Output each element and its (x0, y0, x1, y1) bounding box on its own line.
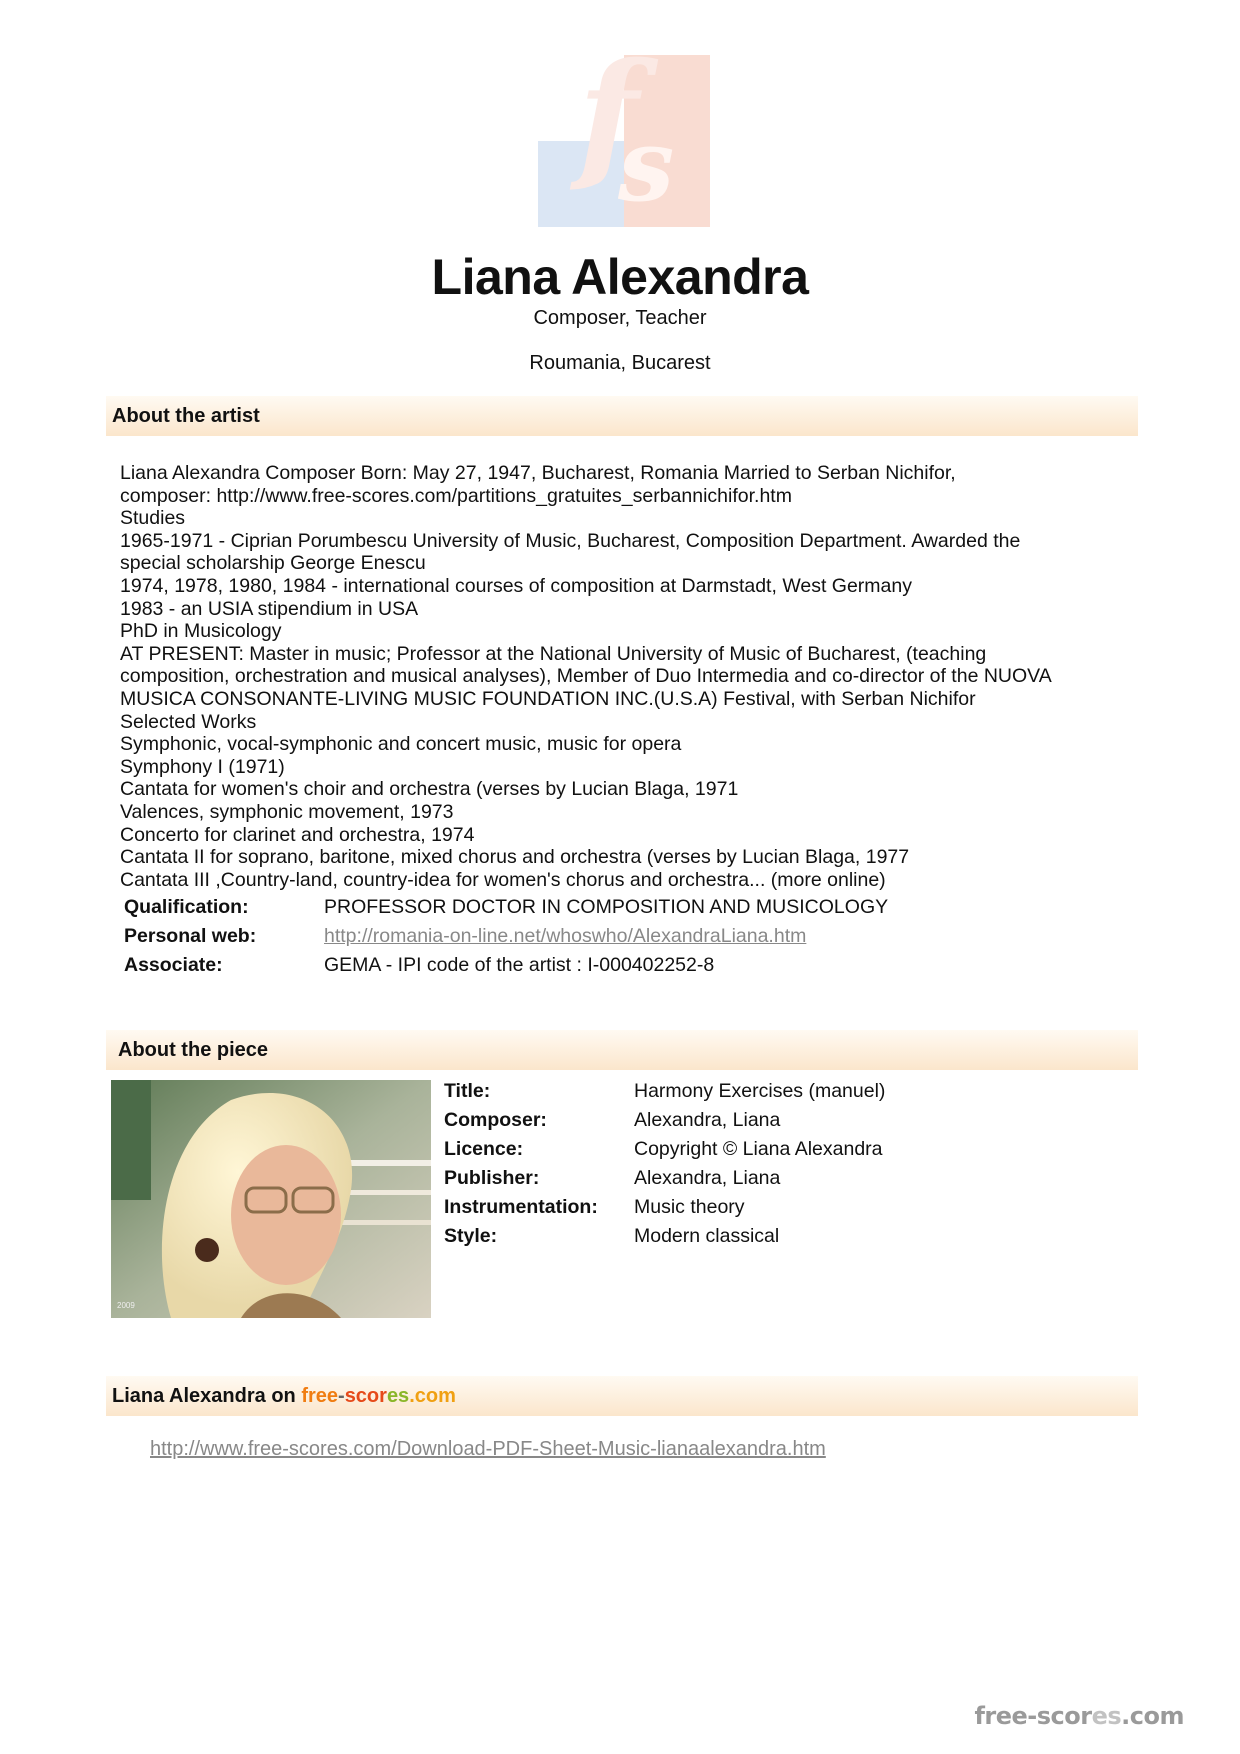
footer-brand (974, 1702, 1184, 1730)
instrumentation-value: Music theory (634, 1196, 745, 1218)
free-scores-logo (538, 33, 710, 227)
bio-line: Symphony I (1971) (120, 755, 285, 778)
svg-text:2009: 2009 (117, 1301, 135, 1310)
licence-value: Copyright © Liana Alexandra (634, 1138, 883, 1160)
artist-bio (120, 462, 1130, 891)
style-label: Style: (444, 1225, 498, 1247)
personal-web-label: Personal web: (124, 925, 257, 947)
logo-s-letter: s (618, 106, 675, 224)
bio-line: Studies (120, 507, 186, 530)
bio-line: 1965-1971 - Ciprian Porumbescu University of Music, Bucharest, Composition Department. Awarded the (120, 529, 1021, 552)
brand-es: es (386, 1385, 410, 1407)
bio-line: 1983 - an USIA stipendium in USA (120, 597, 419, 620)
qualification-value: PROFESSOR DOCTOR IN COMPOSITION AND MUSICOLOGY (324, 896, 889, 918)
logo-f-letter: f (578, 33, 639, 197)
composer-value: Alexandra, Liana (634, 1109, 781, 1131)
artist-location: Roumania, Bucarest (529, 352, 711, 374)
personal-web-link[interactable]: http://romania-on-line.net/whoswho/AlexandraLiana.htm (324, 925, 807, 947)
bio-line: 1974, 1978, 1980, 1984 - international courses of composition at Darmstadt, West Germany (120, 574, 912, 597)
brand-free: free (301, 1385, 339, 1407)
about-piece-heading: About the piece (106, 1030, 1138, 1070)
composer-label: Composer: (444, 1109, 547, 1131)
footer-brand-es: es (1091, 1702, 1122, 1730)
brand-scor: scor (344, 1385, 387, 1407)
on-site-heading (106, 1376, 1138, 1416)
bio-line: PhD in Musicology (120, 620, 282, 643)
bio-line: Liana Alexandra Composer Born: May 27, 1947, Bucharest, Romania Married to Serban Nichifor, (120, 462, 956, 484)
bio-line: composition, orchestration and musical analyses), Member of Duo Intermedia and co-director of the NUOVA (120, 665, 1052, 688)
associate-label: Associate: (124, 954, 223, 976)
brand-com: .com (409, 1385, 456, 1407)
artist-photo-image (111, 1080, 431, 1318)
associate-value: GEMA - IPI code of the artist : I-000402252-8 (324, 954, 715, 976)
bio-line: Valences, symphonic movement, 1973 (120, 800, 454, 823)
brand-dash: - (338, 1385, 345, 1407)
publisher-value: Alexandra, Liana (634, 1167, 781, 1189)
style-value: Modern classical (634, 1225, 780, 1247)
instrumentation-label: Instrumentation: (444, 1196, 598, 1218)
artist-roles: Composer, Teacher (533, 307, 707, 329)
bio-line: Symphonic, vocal-symphonic and concert music, music for opera (120, 733, 682, 756)
on-site-prefix: Liana Alexandra on (112, 1385, 302, 1407)
bio-line: Selected Works (120, 710, 257, 733)
bio-line: special scholarship George Enescu (120, 552, 426, 575)
bio-line: AT PRESENT: Master in music; Professor at the National University of Music of Bucharest, (teaching (120, 642, 987, 665)
bio-line: Concerto for clarinet and orchestra, 1974 (120, 823, 475, 846)
about-artist-heading: About the artist (106, 396, 1138, 436)
qualification-label: Qualification: (124, 896, 249, 918)
artist-name: Liana Alexandra (431, 249, 809, 305)
bio-line: composer: http://www.free-scores.com/partitions_gratuites_serbannichifor.htm (120, 484, 792, 507)
title-label: Title: (444, 1080, 491, 1102)
bio-line: Cantata II for soprano, baritone, mixed chorus and orchestra (verses by Lucian Blaga, 1977 (120, 846, 910, 869)
licence-label: Licence: (444, 1138, 524, 1160)
artist-photo (111, 1080, 431, 1318)
bio-line: MUSICA CONSONANTE-LIVING MUSIC FOUNDATION INC.(U.S.A) Festival, with Serban Nichifor (120, 687, 976, 710)
bio-line: Cantata III ,Country-land, country-idea for women's chorus and orchestra... (more online) (120, 868, 886, 891)
bio-line: Cantata for women's choir and orchestra (verses by Lucian Blaga, 1971 (120, 778, 739, 801)
footer-brand-com: .com (1121, 1702, 1184, 1730)
footer-brand-main: free-scor (974, 1702, 1092, 1730)
artist-page-link[interactable]: http://www.free-scores.com/Download-PDF-Sheet-Music-lianaalexandra.htm (150, 1438, 826, 1460)
logo-letters (538, 33, 710, 227)
publisher-label: Publisher: (444, 1167, 540, 1189)
title-value: Harmony Exercises (manuel) (634, 1080, 886, 1102)
